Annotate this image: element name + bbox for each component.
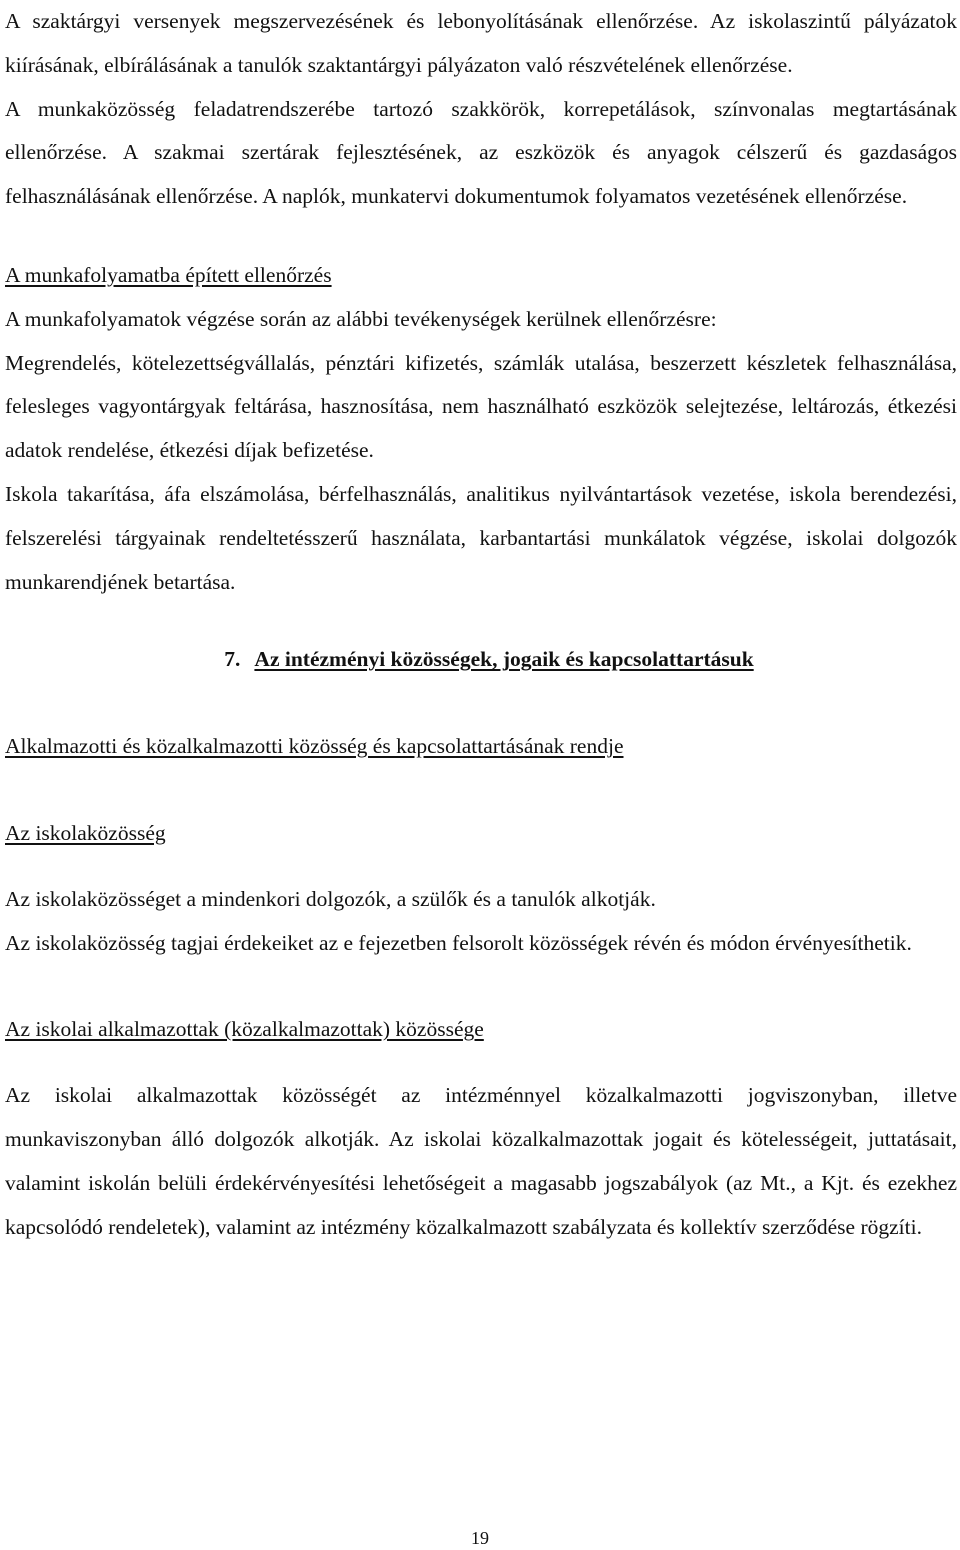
section-title-staff-community: Az iskolai alkalmazottak (közalkalmazottak) közössége — [5, 1017, 484, 1042]
page-number: 19 — [471, 1528, 489, 1548]
chapter-heading — [5, 638, 957, 682]
paragraph-built-in-intro: A munkafolyamatok végzése során az alábbi tevékenységek kerülnek ellenőrzésre: — [5, 306, 717, 331]
paragraph-workgroup-checks: A munkaközösség feladatrendszerébe tartozó szakkörök, korrepetálások, színvonalas megtartásának ellenőrzése. A szakmai szertárak fejlesztésének, az eszközök és anyagok célszerű és gazdaságos felhasználásának ellenőrzése. A naplók, munkatervi dokumentumok folyamatos vezetésének ellenőrzése. — [5, 96, 957, 209]
chapter-number: 7. — [224, 647, 241, 672]
paragraph-built-in-list-2: Iskola takarítása, áfa elszámolása, bérfelhasználás, analitikus nyilvántartások vezetése, iskola berendezési, felszerelési tárgyainak rendeltetésszerű használata, karbantartási munkálatok végzése, iskolai dolgozók munkarendjének betartása. — [5, 481, 957, 594]
section-title-school-community: Az iskolaközösség — [5, 820, 166, 845]
section-title-built-in-control: A munkafolyamatba épített ellenőrzés — [5, 262, 332, 287]
chapter-title: Az intézményi közösségek, jogaik és kapcsolattartásuk — [254, 647, 754, 672]
subheading-employee-community: Alkalmazotti és közalkalmazotti közösség és kapcsolattartásának rendje — [5, 734, 624, 759]
paragraph-staff-community: Az iskolai alkalmazottak közösségét az intézménnyel közalkalmazotti jogviszonyban, illetve munkaviszonyban álló dolgozók alkotják. Az iskolai közalkalmazottak jogait és kötelességeit, juttatásait, valamint iskolán belüli érdekérvényesítési lehetőségeit a magasabb jogszabályok (az Mt., a Kjt. és ezekhez kapcsolódó rendeletek), valamint az intézmény közalkalmazott szabályzata és kollektív szerződése rögzíti. — [5, 1083, 957, 1239]
paragraph-school-community-2: Az iskolaközösség tagjai érdekeiket az e fejezetben felsorolt közösségek révén és módon érvényesíthetik. — [5, 930, 912, 955]
paragraph-competitions: A szaktárgyi versenyek megszervezésének és lebonyolításának ellenőrzése. Az iskolaszintű pályázatok kiírásának, elbírálásának a tanulók szaktantárgyi pályázaton való részvételének ellenőrzése. — [5, 9, 957, 77]
paragraph-school-community-1: Az iskolaközösséget a mindenkori dolgozók, a szülők és a tanulók alkotják. — [5, 886, 656, 911]
document-page — [5, 0, 957, 1249]
paragraph-built-in-list-1: Megrendelés, kötelezettségvállalás, pénztári kifizetés, számlák utalása, beszerzett készletek felhasználása, felesleges vagyontárgyak feltárása, hasznosítása, nem használható eszközök selejtezése, leltározás, étkezési adatok rendelése, étkezési díjak befizetése. — [5, 350, 957, 463]
